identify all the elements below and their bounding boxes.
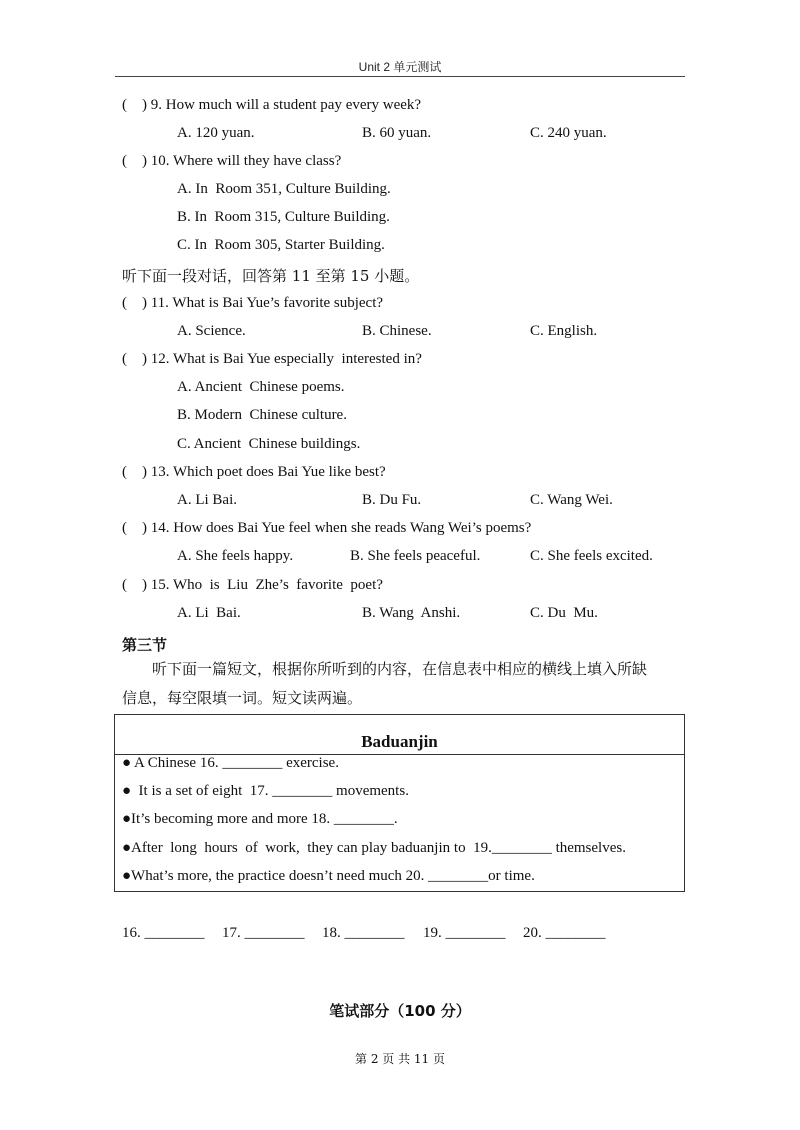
- q10-option-b: B. In Room 315, Culture Building.: [177, 209, 390, 225]
- q14-option-c: C. She feels excited.: [530, 548, 653, 564]
- page-footer: 第 2 页 共 11 页: [355, 1052, 445, 1066]
- q13-option-c: C. Wang Wei.: [530, 492, 613, 508]
- instruction-11-15: 听下面一段对话，回答第 11 至第 15 小题。: [122, 267, 420, 285]
- q10-option-c: C. In Room 305, Starter Building.: [177, 237, 385, 253]
- q13-option-b: B. Du Fu.: [362, 492, 422, 508]
- q12-option-b: B. Modern Chinese culture.: [177, 407, 347, 423]
- info-line-17: ● It is a set of eight 17. ________ movements.: [122, 783, 409, 799]
- question-11: ( ) 11. What is Bai Yue’s favorite subject?: [122, 295, 384, 311]
- q9-option-c: C. 240 yuan.: [530, 125, 607, 141]
- q11-option-b: B. Chinese.: [362, 323, 432, 339]
- question-12: ( ) 12. What is Bai Yue especially interested in?: [122, 351, 422, 367]
- info-table-title: Baduanjin: [361, 732, 438, 751]
- q11-option-c: C. English.: [530, 323, 598, 339]
- q13-option-a: A. Li Bai.: [177, 492, 237, 508]
- section-3-instruction-line2: 信息，每空限填一词。短文读两遍。: [122, 689, 363, 707]
- question-10: ( ) 10. Where will they have class?: [122, 153, 342, 169]
- question-15: ( ) 15. Who is Liu Zhe’s favorite poet?: [122, 577, 383, 593]
- section-3-title: 第三节: [122, 636, 168, 654]
- written-part-heading: 笔试部分（100 分）: [329, 1002, 471, 1020]
- answer-blank-17: 17. ________: [222, 925, 305, 941]
- header-rule: [115, 76, 685, 77]
- q9-option-a: A. 120 yuan.: [177, 125, 255, 141]
- info-line-18: ●It’s becoming more and more 18. ________.: [122, 811, 398, 827]
- q14-option-a: A. She feels happy.: [177, 548, 294, 564]
- question-13: ( ) 13. Which poet does Bai Yue like best?: [122, 464, 386, 480]
- q14-option-b: B. She feels peaceful.: [350, 548, 481, 564]
- question-9: ( ) 9. How much will a student pay every week?: [122, 97, 422, 113]
- info-table: [114, 714, 685, 892]
- answer-blank-18: 18. ________: [322, 925, 405, 941]
- question-14: ( ) 14. How does Bai Yue feel when she reads Wang Wei’s poems?: [122, 520, 532, 536]
- info-line-20: ●What’s more, the practice doesn’t need much 20. ________or time.: [122, 868, 535, 884]
- page-header: Unit 2 单元测试: [358, 60, 442, 74]
- q12-option-c: C. Ancient Chinese buildings.: [177, 436, 361, 452]
- q9-option-b: B. 60 yuan.: [362, 125, 432, 141]
- q11-option-a: A. Science.: [177, 323, 246, 339]
- q15-option-c: C. Du Mu.: [530, 605, 598, 621]
- info-table-header: [115, 715, 684, 755]
- info-line-19: ●After long hours of work, they can play baduanjin to 19.________ themselves.: [122, 840, 626, 856]
- answer-blank-20: 20. ________: [523, 925, 606, 941]
- q15-option-b: B. Wang Anshi.: [362, 605, 461, 621]
- section-3-instruction-line1: 听下面一篇短文，根据你所听到的内容，在信息表中相应的横线上填入所缺: [152, 660, 648, 678]
- answer-blank-19: 19. ________: [423, 925, 506, 941]
- q10-option-a: A. In Room 351, Culture Building.: [177, 181, 391, 197]
- answer-blank-16: 16. ________: [122, 925, 205, 941]
- q15-option-a: A. Li Bai.: [177, 605, 241, 621]
- q12-option-a: A. Ancient Chinese poems.: [177, 379, 345, 395]
- info-line-16: ● A Chinese 16. ________ exercise.: [122, 755, 339, 771]
